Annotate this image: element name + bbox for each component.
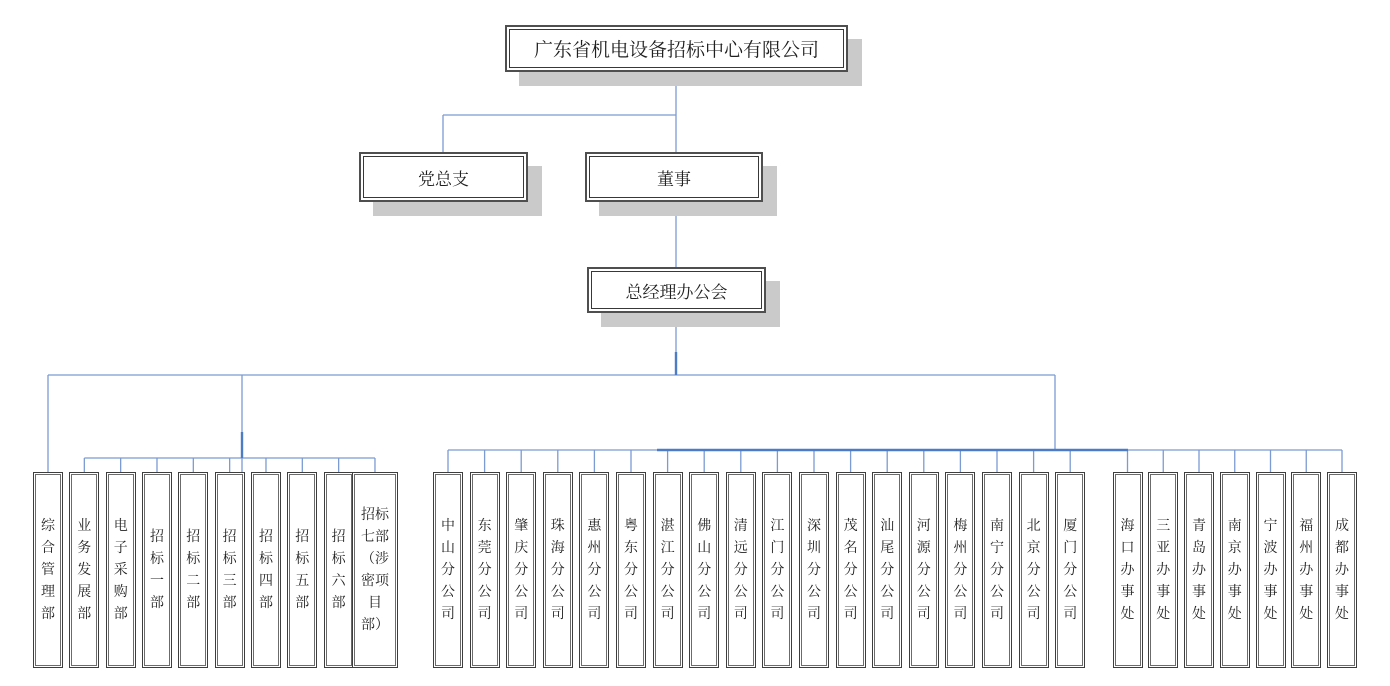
org-node-branch	[506, 472, 536, 668]
org-node-branch	[579, 472, 609, 668]
org-node-label: 招标一部	[150, 529, 164, 611]
org-node-label: 青岛办事处	[1192, 518, 1206, 622]
org-node-department	[178, 472, 208, 668]
org-node-office	[1113, 472, 1143, 668]
org-node-office	[1220, 472, 1250, 668]
org-node-label: 东莞分公司	[477, 518, 492, 622]
org-node-branch	[982, 472, 1012, 668]
org-node-branch	[616, 472, 646, 668]
org-node-label: 茂名分公司	[843, 518, 858, 622]
org-node-branch	[689, 472, 719, 668]
org-node-label: 招标六部	[331, 529, 346, 611]
org-node-label: 成都办事处	[1335, 518, 1349, 622]
org-node-label: 南京办事处	[1227, 518, 1242, 622]
org-node-label: 业务发展部	[77, 518, 92, 622]
org-node-label: 河源分公司	[916, 518, 931, 622]
org-node-branch	[433, 472, 463, 668]
org-node-branch	[470, 472, 500, 668]
org-node-branch	[653, 472, 683, 668]
org-node-label: 招标三部	[222, 529, 237, 611]
org-node-label: 电子采购部	[113, 518, 128, 622]
org-node-office	[1327, 472, 1357, 668]
org-node-label: 招标四部	[259, 529, 273, 611]
org-node-label: 招标七部（涉密项目部）	[361, 507, 389, 633]
org-node-department	[69, 472, 99, 668]
org-node-label: 党总支	[418, 169, 469, 190]
org-node-branch	[909, 472, 939, 668]
org-node-label: 珠海分公司	[550, 518, 565, 622]
org-node-branch	[543, 472, 573, 668]
org-node-label: 肇庆分公司	[514, 518, 529, 622]
org-node-party-branch	[359, 152, 528, 202]
org-node-label: 广东省机电设备招标中心有限公司	[533, 39, 819, 61]
org-node-label: 董事	[657, 169, 691, 190]
org-node-branch	[945, 472, 975, 668]
org-node-department	[287, 472, 317, 668]
org-node-department	[215, 472, 245, 668]
org-node-department	[33, 472, 63, 668]
org-node-gm-office	[587, 267, 766, 313]
org-node-label: 清远分公司	[733, 518, 748, 622]
org-node-label: 福州办事处	[1299, 518, 1314, 622]
org-node-label: 粤东分公司	[624, 518, 638, 622]
org-node-label: 中山分公司	[441, 518, 455, 622]
org-node-label: 宁波办事处	[1263, 518, 1278, 622]
org-node-board	[585, 152, 763, 202]
org-node-office	[1291, 472, 1321, 668]
org-node-office	[1256, 472, 1286, 668]
org-node-department	[142, 472, 172, 668]
org-node-branch	[799, 472, 829, 668]
org-node-label: 北京分公司	[1026, 518, 1041, 622]
org-node-office	[1148, 472, 1178, 668]
org-node-label: 惠州分公司	[587, 518, 602, 622]
org-node-department	[352, 472, 398, 668]
org-node-label: 湛江分公司	[660, 518, 675, 622]
org-node-label: 总经理办公会	[625, 282, 728, 303]
org-node-department	[106, 472, 136, 668]
org-node-branch	[872, 472, 902, 668]
org-node-department	[324, 472, 354, 668]
org-node-branch	[1055, 472, 1085, 668]
org-node-label: 综合管理部	[41, 518, 55, 622]
org-node-label: 江门分公司	[770, 518, 785, 622]
org-node-office	[1184, 472, 1214, 668]
org-node-department	[251, 472, 281, 668]
org-node-branch	[726, 472, 756, 668]
org-node-branch	[1019, 472, 1049, 668]
org-node-label: 汕尾分公司	[880, 518, 895, 622]
org-node-label: 南宁分公司	[990, 518, 1004, 622]
org-node-label: 海口办事处	[1120, 518, 1135, 622]
org-node-label: 招标五部	[295, 529, 310, 611]
org-node-label: 招标二部	[186, 529, 201, 611]
org-node-branch	[836, 472, 866, 668]
org-node-root	[505, 25, 848, 72]
org-node-label: 三亚办事处	[1156, 518, 1171, 622]
org-node-branch	[762, 472, 792, 668]
org-node-label: 梅州分公司	[953, 518, 968, 622]
org-node-label: 厦门分公司	[1063, 518, 1078, 622]
org-node-label: 深圳分公司	[807, 518, 821, 622]
org-node-label: 佛山分公司	[697, 518, 712, 622]
